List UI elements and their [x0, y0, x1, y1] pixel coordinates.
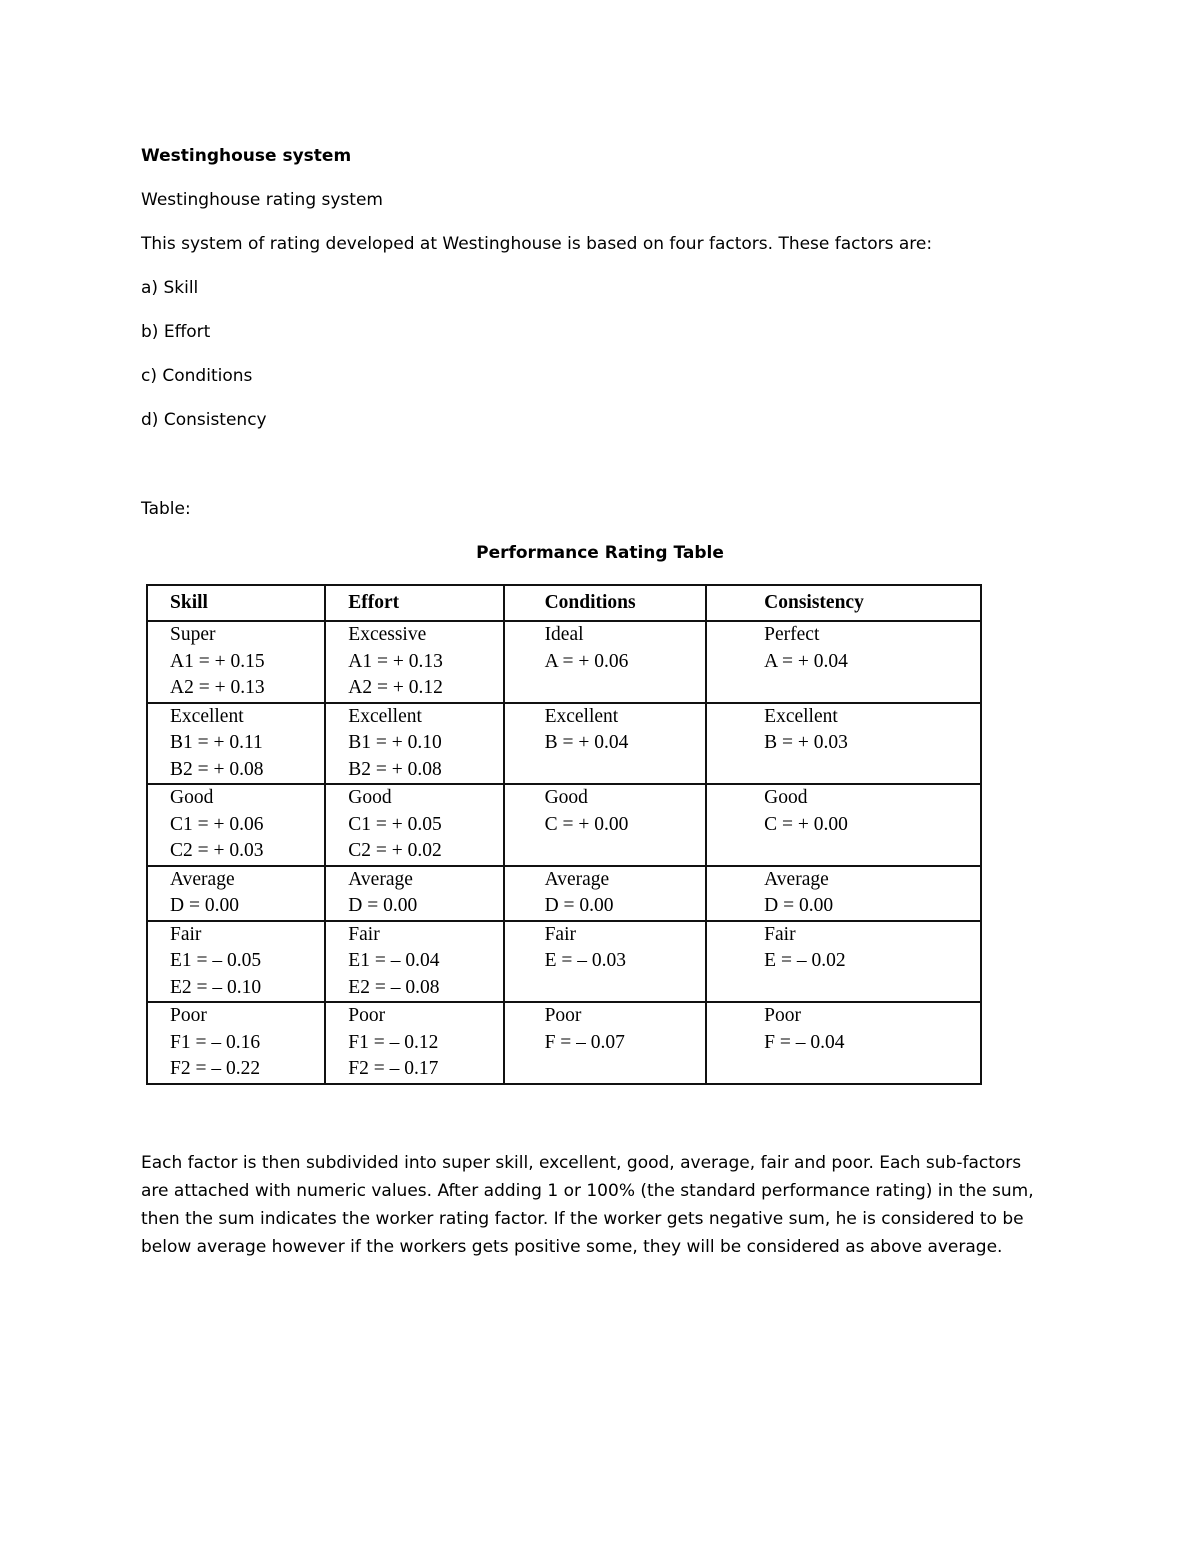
table-row-poor [147, 1002, 981, 1084]
table-cell [325, 703, 503, 785]
cell-value: C2 = + 0.03 [170, 840, 264, 861]
performance-rating-table [146, 584, 982, 1085]
table-row-good [147, 784, 981, 866]
cell-value: B = + 0.04 [544, 732, 629, 753]
summary-line: below average however if the workers gets positive some, they will be considered as above average. [141, 1237, 1003, 1257]
cell-value: D = 0.00 [544, 895, 614, 916]
cell-value: A1 = + 0.15 [170, 650, 265, 672]
factor-item: d) Consistency [141, 410, 267, 430]
cell-value: E = – 0.02 [764, 950, 846, 971]
table-cell [147, 784, 325, 866]
cell-value: E2 = – 0.10 [170, 976, 262, 998]
table-row-fair [147, 921, 981, 1003]
cell-level: Poor [544, 1005, 582, 1026]
table-cell [504, 866, 707, 921]
table-cell [325, 621, 503, 703]
document-heading: Westinghouse system [141, 146, 352, 166]
document-subheading: Westinghouse rating system [141, 190, 383, 210]
summary-paragraph [141, 1149, 1071, 1261]
cell-level: Excessive [348, 624, 427, 645]
table-cell [706, 703, 981, 785]
table-cell [504, 1002, 707, 1084]
cell-value: B = + 0.03 [764, 732, 848, 753]
cell-value: E1 = – 0.04 [348, 950, 440, 971]
column-header-effort: Effort [325, 585, 503, 621]
cell-value: A = + 0.06 [544, 650, 629, 672]
table-cell [147, 703, 325, 785]
table-row-excellent [147, 703, 981, 785]
cell-level: Excellent [170, 705, 244, 727]
table-title: Performance Rating Table [476, 543, 724, 563]
cell-value: E2 = – 0.08 [348, 976, 440, 998]
cell-level: Excellent [544, 705, 619, 727]
cell-value: C1 = + 0.06 [170, 813, 264, 835]
intro-text: This system of rating developed at Westinghouse is based on four factors. These factors are: [141, 234, 933, 254]
cell-value: D = 0.00 [170, 895, 239, 916]
table-cell [504, 921, 707, 1003]
table-label: Table: [141, 499, 191, 519]
cell-level: Super [170, 624, 216, 645]
cell-value: A1 = + 0.13 [348, 650, 443, 672]
cell-value: E1 = – 0.05 [170, 950, 262, 971]
cell-value: F2 = – 0.22 [170, 1058, 261, 1079]
cell-level: Average [170, 868, 235, 890]
cell-level: Average [348, 868, 413, 890]
cell-value: F = – 0.07 [544, 1031, 625, 1053]
cell-level: Average [764, 868, 829, 890]
cell-level: Poor [348, 1005, 386, 1026]
cell-level: Average [544, 868, 610, 890]
table-cell [147, 866, 325, 921]
summary-line: Each factor is then subdivided into super skill, excellent, good, average, fair and poor. Each sub-factors [141, 1153, 1022, 1173]
table-cell [706, 621, 981, 703]
column-header-consistency: Consistency [706, 585, 981, 621]
cell-level: Fair [544, 923, 576, 945]
table-row-super [147, 621, 981, 703]
table-cell [147, 621, 325, 703]
table-cell [147, 921, 325, 1003]
cell-level: Excellent [764, 705, 838, 727]
table-cell [325, 784, 503, 866]
cell-level: Poor [764, 1005, 801, 1026]
cell-value: B1 = + 0.11 [170, 732, 263, 753]
cell-value: B2 = + 0.08 [170, 758, 264, 780]
cell-value: D = 0.00 [764, 895, 834, 916]
column-header-conditions: Conditions [504, 585, 707, 621]
cell-value: F2 = – 0.17 [348, 1058, 439, 1079]
cell-value: A = + 0.04 [764, 650, 848, 672]
factor-item: c) Conditions [141, 366, 253, 386]
factor-item: a) Skill [141, 278, 199, 298]
table-cell [504, 703, 707, 785]
cell-level: Poor [170, 1005, 207, 1026]
table-cell [325, 866, 503, 921]
cell-value: F1 = – 0.12 [348, 1031, 439, 1053]
factor-item: b) Effort [141, 322, 211, 342]
table-cell [504, 784, 707, 866]
cell-level: Ideal [544, 624, 584, 645]
cell-value: C = + 0.00 [764, 813, 848, 835]
cell-value: A2 = + 0.13 [170, 677, 265, 698]
cell-level: Good [764, 787, 808, 808]
cell-value: F = – 0.04 [764, 1031, 845, 1053]
cell-value: A2 = + 0.12 [348, 677, 443, 698]
table-cell [706, 1002, 981, 1084]
cell-level: Fair [348, 923, 380, 945]
cell-level: Good [348, 787, 392, 808]
cell-value: C1 = + 0.05 [348, 813, 442, 835]
summary-line: then the sum indicates the worker rating factor. If the worker gets negative sum, he is considered to be [141, 1209, 1024, 1229]
cell-value: F1 = – 0.16 [170, 1031, 261, 1053]
cell-value: C = + 0.00 [544, 813, 629, 835]
cell-value: E = – 0.03 [544, 950, 626, 971]
cell-level: Perfect [764, 624, 820, 645]
table-header-row [147, 585, 981, 621]
cell-value: B2 = + 0.08 [348, 758, 442, 780]
cell-value: C2 = + 0.02 [348, 840, 442, 861]
cell-value: D = 0.00 [348, 895, 418, 916]
table-cell [325, 1002, 503, 1084]
table-cell [706, 784, 981, 866]
table-cell [325, 921, 503, 1003]
cell-level: Excellent [348, 705, 422, 727]
summary-line: are attached with numeric values. After adding 1 or 100% (the standard performance rating) in the sum, [141, 1181, 1034, 1201]
table-cell [504, 621, 707, 703]
cell-level: Good [544, 787, 588, 808]
table-cell [706, 921, 981, 1003]
cell-level: Fair [764, 923, 796, 945]
cell-value: B1 = + 0.10 [348, 732, 442, 753]
cell-level: Fair [170, 923, 202, 945]
cell-level: Good [170, 787, 214, 808]
table-cell [706, 866, 981, 921]
table-cell [147, 1002, 325, 1084]
column-header-skill: Skill [147, 585, 325, 621]
table-row-average [147, 866, 981, 921]
